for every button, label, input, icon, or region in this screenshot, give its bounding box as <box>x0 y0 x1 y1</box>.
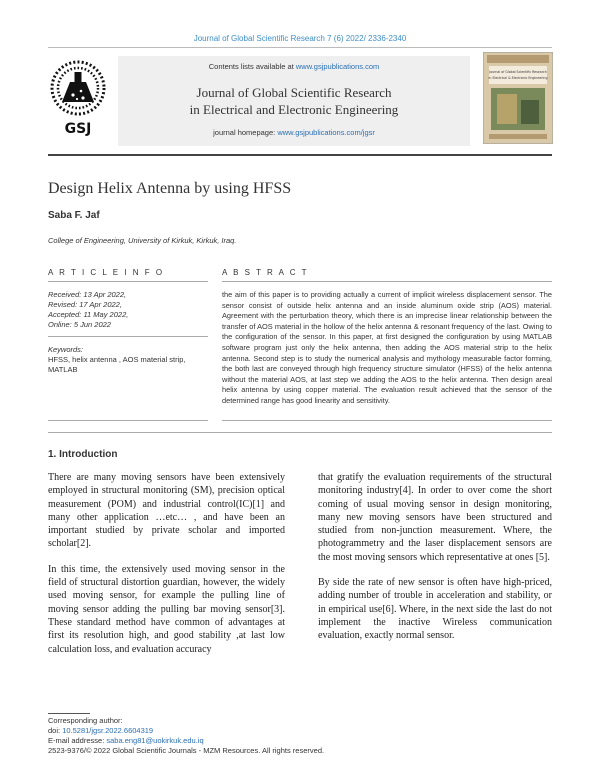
article-title: Design Helix Antenna by using HFSS <box>48 180 292 197</box>
accepted-date: Accepted: 11 May 2022, <box>48 310 129 319</box>
svg-text:Journal of Global Scientific R: Journal of Global Scientific Research <box>489 70 547 74</box>
homepage-prefix: journal homepage: <box>213 128 278 137</box>
divider <box>222 281 552 282</box>
paragraph: In this time, the extensively used moving sensor in the field of structural distortion guardian, however, the widely used moving sensor, for example the pulling line of moving sensor adding the pulling bar moving sensor[3]. These standard method have common of advantages at first its resolution high, and good stability ,at last low calculation loss, and evaluation accuracy <box>48 563 285 655</box>
footnotes <box>48 716 324 756</box>
paragraph: By side the rate of new sensor is often have high-priced, adding number of trouble in acceleration and stability, or in empirical use[6]. Where, in the next side the last do not implement the inactive Wireless communication evaluation, exactly normal sensor. <box>318 577 552 642</box>
paragraph: There are many moving sensors have been extensively employed in structural monitoring (SM), precision optical measurement (POM) and industrial control(IC)[1] and many other application …etc… , and have been an important studied by private scholar and imported scholar[2]. <box>48 472 285 550</box>
divider <box>48 281 208 282</box>
logo-letters <box>65 121 92 137</box>
doi-prefix: doi: <box>48 726 63 735</box>
divider <box>48 420 208 421</box>
contents-link[interactable]: www.gsjpublications.com <box>295 62 380 71</box>
divider <box>48 336 208 337</box>
keywords-label: Keywords: <box>48 345 84 354</box>
section-heading-introduction: 1. Introduction <box>48 449 118 460</box>
running-head: Journal of Global Scientific Research 7 (6) 2022/ 2336-2340 <box>193 34 407 43</box>
keywords-block <box>48 345 208 375</box>
doi-link[interactable]: 10.5281/jgsr.2022.6604319 <box>62 726 154 735</box>
body-column-left <box>48 471 285 668</box>
footnote-rule <box>48 713 90 714</box>
journal-cover <box>483 52 553 144</box>
abstract-text: the aim of this paper is to providing actually a current of implicit wireless displacement sensor. The sensor consist of outside helix antenna and an inside aluminum oxide strip (AOS) material. Agreement with the perturbation theory, which there is an imprecise linear relationship between the transfer of AOS material in the hollow of the helix antenna & resonant frequency of the last. Owing to the configuration of the sensor. In this paper, at first designed the configuration by using MATLAB software program just only the helix antenna, then adding the AOS material strip to the helix antenna. Second step is to study the numerical analysis and mythology measurable factor forming, the both last are conveyed through high frequency structure simulator (HFSS) of the helix antenna without the material AOS, at last step we adding the AOS to the helix antenna. Then design areal helix antenna by using copper material. The evaluation result achieved that the sensor of the determined range has good linearity and sensitivity. <box>222 290 552 405</box>
contents-line <box>118 62 470 71</box>
paragraph: that gratify the evaluation requirements of the structural monitoring industry[4]. In order to over come the short coming of usual moving sensor in design monitoring, many new moving sensors have been structured and studied from non-junction measurement. Where, the photogrammetry and the laser displacement sensors are the most moving sensors which representative at ones [5]. <box>318 472 552 563</box>
journal-name <box>118 84 470 118</box>
gsj-logo <box>48 58 108 140</box>
svg-text:in Electrical & Electronic Eng: in Electrical & Electronic Engineering <box>488 76 548 80</box>
doi-line <box>48 726 324 736</box>
svg-text:GSJ: GSJ <box>64 121 92 137</box>
journal-name-line1: Journal of Global Scientific Research <box>196 85 392 100</box>
corresponding-author: Corresponding author: <box>48 716 123 725</box>
contents-prefix: Contents lists available at <box>208 62 296 71</box>
homepage-link[interactable]: www.gsjpublications.com/jgsr <box>277 128 375 137</box>
author-name: Saba F. Jaf <box>48 210 100 221</box>
article-info-heading: A R T I C L E I N F O <box>48 268 165 277</box>
email-prefix: E-mail addresse: <box>48 736 107 745</box>
abstract-heading: A B S T R A C T <box>222 268 309 277</box>
copyright: 2523-9376/© 2022 Global Scientific Journals - MZM Resources. All rights reserved. <box>48 746 325 755</box>
divider <box>222 420 552 421</box>
email-link[interactable]: saba.eng81@uokirkuk.edu.iq <box>106 736 204 745</box>
revised-date: Revised: 17 Apr 2022, <box>48 300 122 309</box>
received-date: Received: 13 Apr 2022, <box>48 290 127 299</box>
journal-name-line2: in Electrical and Electronic Engineering <box>189 102 399 117</box>
top-rule <box>48 47 552 48</box>
body-column-right <box>318 471 552 655</box>
keywords-list: HFSS, helix antenna , AOS material strip, MATLAB <box>48 355 186 374</box>
header-rule <box>48 154 552 156</box>
online-date: Online: 5 Jun 2022 <box>48 320 111 329</box>
author-affiliation: College of Engineering, University of Kirkuk, Kirkuk, Iraq. <box>48 236 237 245</box>
email-line <box>48 736 324 746</box>
divider <box>48 432 552 433</box>
homepage-line <box>118 128 470 137</box>
article-dates <box>48 290 128 330</box>
